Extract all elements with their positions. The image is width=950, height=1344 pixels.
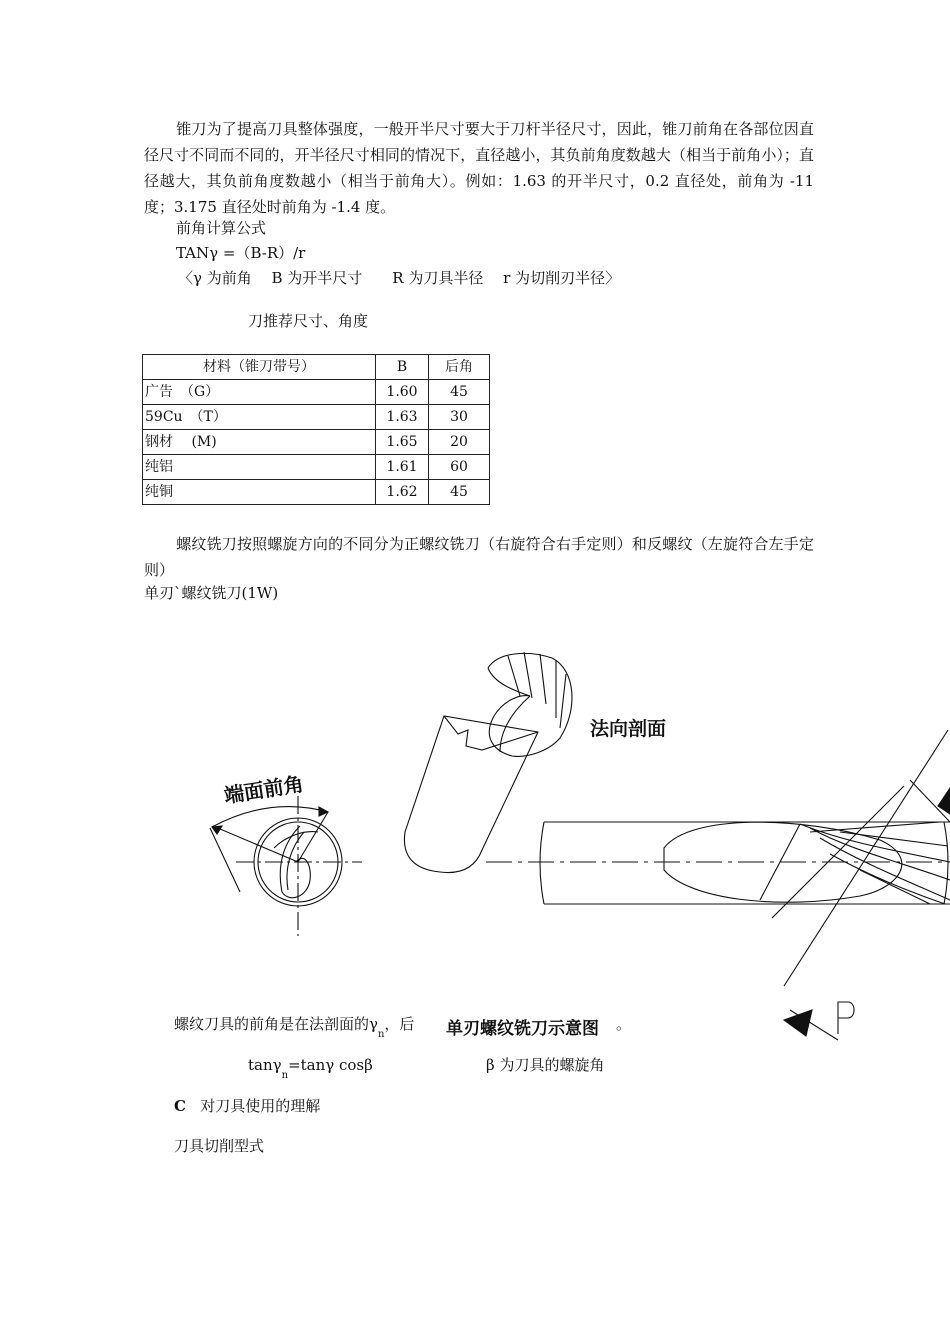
rake-sentence: 螺纹刀具的前角是在法剖面的$\gamma_n$，后: [174, 1015, 415, 1040]
cell-material: 纯铝: [143, 455, 376, 480]
formula2: tanγ$_n$=tanγ cosβ: [248, 1056, 373, 1081]
cell-b: 1.63: [376, 405, 429, 430]
label-end-rake: 端面前角: [222, 771, 306, 808]
thread-mill-figure: [0, 600, 950, 1060]
figure-caption: 单刃螺纹铣刀示意图: [446, 1019, 599, 1039]
table-caption: 刀推荐尺寸、角度: [248, 312, 369, 330]
cell-angle: 20: [429, 430, 490, 455]
cell-angle: 45: [429, 480, 490, 505]
side-view: [486, 730, 950, 1040]
table-row: [143, 430, 490, 455]
cell-material: 纯铜: [143, 480, 376, 505]
cutting-type-heading: 刀具切削型式: [174, 1137, 265, 1155]
table-row: [143, 405, 490, 430]
end-view: [210, 796, 362, 936]
cell-material: 钢材 (M): [143, 430, 376, 455]
table-row: [143, 480, 490, 505]
table-row: [143, 455, 490, 480]
section-title: 对刀具使用的理解: [200, 1097, 321, 1115]
rake-sentence-end: 。: [616, 1015, 632, 1033]
formula-legend: 〈γ 为前角 B 为开半尺寸 R 为刀具半径 r 为切削刃半径〉: [178, 269, 621, 287]
intro-paragraph: 锥刀为了提高刀具整体强度，一般开半尺寸要大于刀杆半径尺寸，因此，锥刀前角在各部位因直径尺寸不同而不同的，开半径尺寸相同的情况下，直径越小，其负前角度数越大（相当于前角小）；直径越大，其负前角度数越小（相当于前角大）。例如：1.63 的开半尺寸，0.2 直径处，前角为 -11 度；3.175 直径处时前角为 -1.4 度。: [144, 120, 814, 216]
cell-b: 1.65: [376, 430, 429, 455]
cell-angle: 60: [429, 455, 490, 480]
recommended-size-table: [142, 354, 490, 505]
beta-note: β 为刀具的螺旋角: [486, 1056, 605, 1074]
cell-angle: 30: [429, 405, 490, 430]
header-clearance-angle: 后角: [429, 355, 490, 380]
label-normal-section: 法向剖面: [590, 718, 667, 740]
normal-section-view: [404, 652, 572, 873]
cell-b: 1.61: [376, 455, 429, 480]
header-b: B: [376, 355, 429, 380]
single-edge-title: 单刃`螺纹铣刀(1W): [144, 584, 279, 602]
section-letter: C: [174, 1097, 186, 1115]
section-c-heading: [174, 1094, 320, 1118]
cell-material: 广告 （G）: [143, 380, 376, 405]
cell-b: 1.60: [376, 380, 429, 405]
cell-b: 1.62: [376, 480, 429, 505]
formula-title: 前角计算公式: [176, 219, 267, 237]
thread-paragraph: 螺纹铣刀按照螺旋方向的不同分为正螺纹铣刀（右旋符合右手定则）和反螺纹（左旋符合左手定则）: [144, 535, 814, 579]
cell-material: 59Cu （T）: [143, 405, 376, 430]
table-header-row: [143, 355, 490, 380]
table-row: [143, 380, 490, 405]
header-material: 材料（锥刀带号）: [143, 355, 376, 380]
cell-angle: 45: [429, 380, 490, 405]
formula-expression: TANγ =（B-R）/r: [176, 244, 306, 262]
